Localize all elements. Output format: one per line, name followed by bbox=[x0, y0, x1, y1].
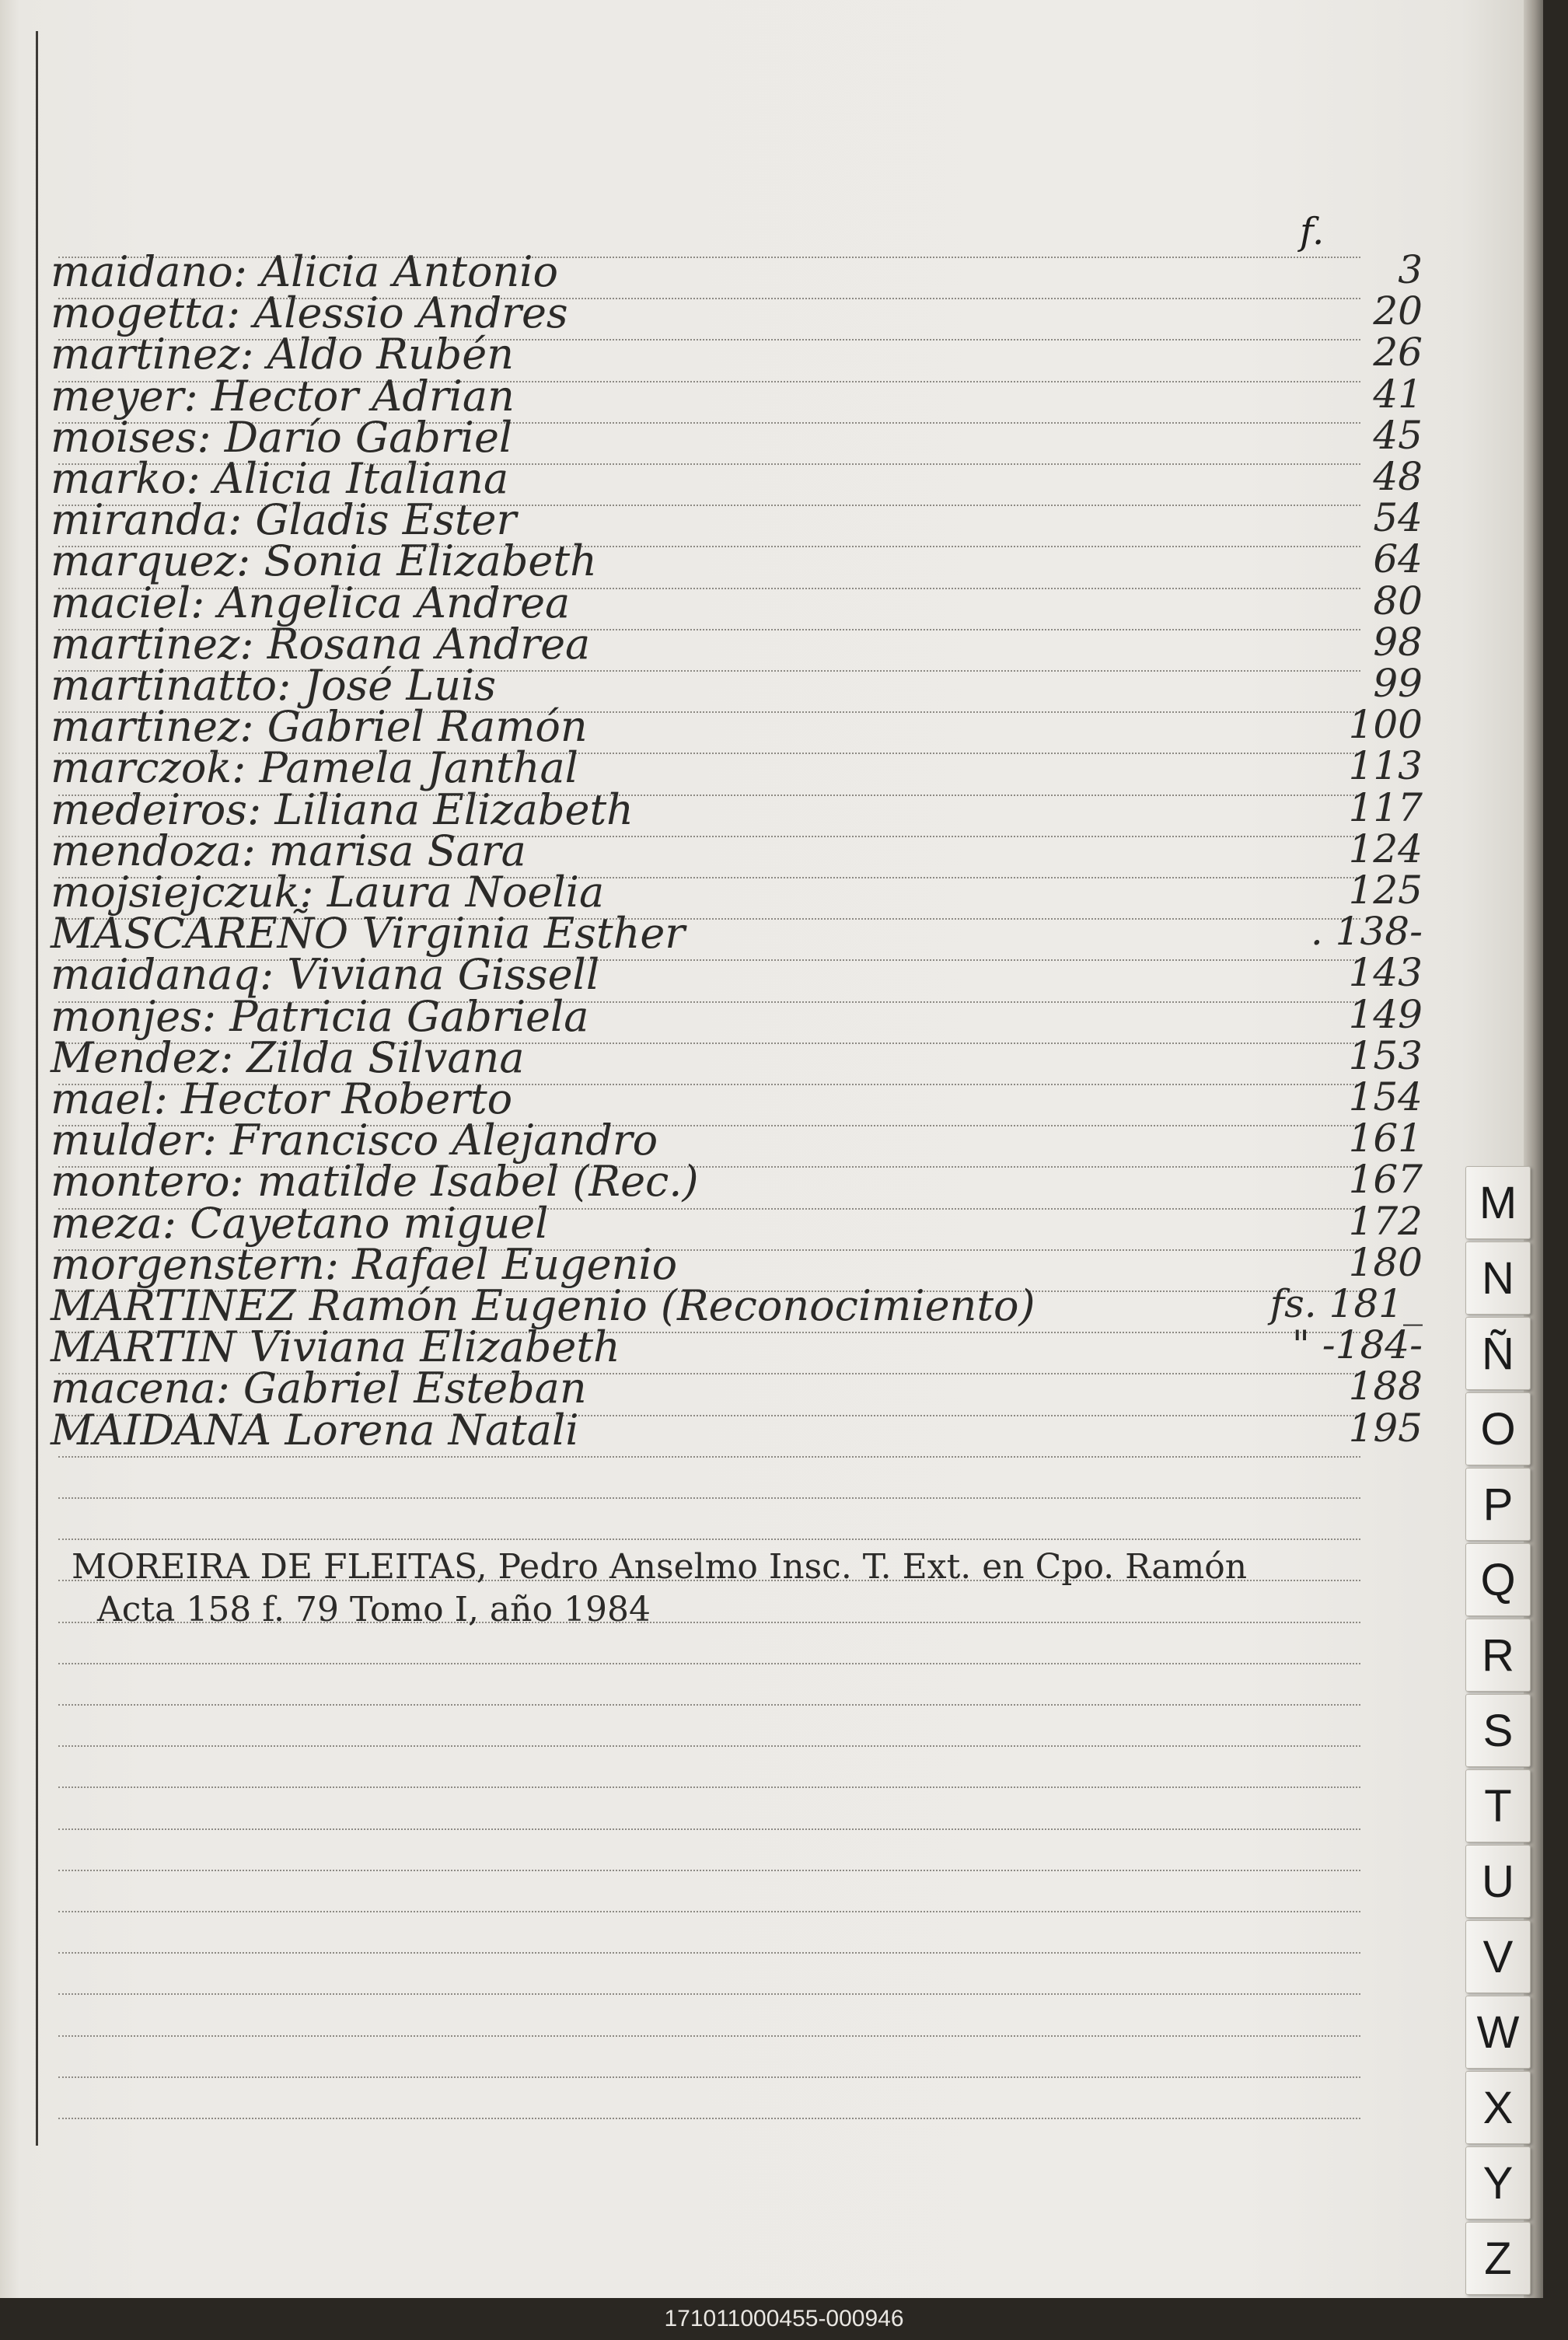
index-tab[interactable]: W bbox=[1465, 1996, 1531, 2069]
index-tab[interactable]: T bbox=[1465, 1769, 1531, 1842]
entry-name: martinez: Aldo Rubén bbox=[51, 330, 514, 379]
ruled-line bbox=[58, 2118, 1360, 2119]
entry-name: medeiros: Liliana Elizabeth bbox=[51, 784, 634, 834]
entry-name: meyer: Hector Adrian bbox=[51, 371, 515, 421]
entry-folio: 80 bbox=[1373, 578, 1423, 623]
entry-name: marko: Alicia Italiana bbox=[51, 454, 509, 503]
entry-name: MAIDANA Lorena Natali bbox=[51, 1405, 579, 1455]
entry-folio: fs. 181_ bbox=[1269, 1281, 1423, 1326]
entry-name: miranda: Gladis Ester bbox=[51, 495, 517, 545]
ruled-line bbox=[58, 1456, 1360, 1458]
folio-header: f. bbox=[1300, 210, 1325, 253]
entry-folio: 98 bbox=[1373, 619, 1423, 665]
ruled-line bbox=[58, 2035, 1360, 2037]
entry-folio: 172 bbox=[1348, 1198, 1423, 1244]
entry-name: mojsiejczuk: Laura Noelia bbox=[51, 868, 605, 917]
entry-name: moises: Darío Gabriel bbox=[51, 412, 513, 462]
entry-name: martinez: Gabriel Ramón bbox=[51, 702, 588, 752]
entry-folio: 167 bbox=[1348, 1157, 1423, 1203]
binding-line bbox=[36, 31, 38, 2146]
entry-folio: 3 bbox=[1398, 247, 1423, 292]
entry-name: mael: Hector Roberto bbox=[51, 1074, 513, 1123]
entry-name: montero: matilde Isabel (Rec.) bbox=[51, 1157, 699, 1207]
entry-folio: " -184- bbox=[1291, 1322, 1423, 1368]
entry-folio: 180 bbox=[1348, 1239, 1423, 1285]
index-tab[interactable]: Y bbox=[1465, 2146, 1531, 2220]
entry-folio: 143 bbox=[1348, 950, 1423, 996]
ruled-line bbox=[58, 2076, 1360, 2078]
entry-folio: 149 bbox=[1348, 991, 1423, 1037]
index-tab[interactable]: Q bbox=[1465, 1543, 1531, 1616]
entry-name: monjes: Patricia Gabriela bbox=[51, 991, 589, 1041]
entry-name: morgenstern: Rafael Eugenio bbox=[51, 1239, 678, 1289]
entry-name: maidano: Alicia Antonio bbox=[51, 247, 559, 296]
entry-name: MARTIN Viviana Elizabeth bbox=[51, 1322, 620, 1372]
index-tab[interactable]: S bbox=[1465, 1694, 1531, 1767]
entry-folio: 20 bbox=[1373, 288, 1423, 334]
note-line-1: MOREIRA DE FLEITAS, Pedro Anselmo Insc. T. Ext. en Cpo. Ramón bbox=[72, 1547, 1248, 1587]
ruled-line bbox=[58, 1538, 1360, 1540]
entry-name: martinez: Rosana Andrea bbox=[51, 619, 591, 669]
ruled-line bbox=[58, 1786, 1360, 1788]
index-tab[interactable]: O bbox=[1465, 1392, 1531, 1465]
ruled-line bbox=[58, 1745, 1360, 1747]
entry-folio: 113 bbox=[1348, 743, 1423, 789]
entry-name: mogetta: Alessio Andres bbox=[51, 288, 568, 338]
ruled-line bbox=[58, 1870, 1360, 1871]
note-line-2: Acta 158 f. 79 Tomo I, año 1984 bbox=[97, 1590, 651, 1629]
entry-folio: 41 bbox=[1373, 371, 1423, 417]
entry-folio: 45 bbox=[1373, 412, 1423, 458]
entry-folio: 188 bbox=[1348, 1364, 1423, 1409]
entry-name: maciel: Angelica Andrea bbox=[51, 578, 571, 627]
entry-folio: 54 bbox=[1373, 495, 1423, 541]
entry-folio: . 138- bbox=[1310, 909, 1423, 955]
ruled-line bbox=[58, 1952, 1360, 1954]
entry-name: marczok: Pamela Janthal bbox=[51, 743, 578, 793]
entry-folio: 48 bbox=[1373, 454, 1423, 499]
entry-folio: 125 bbox=[1348, 868, 1423, 913]
index-tab[interactable]: Ñ bbox=[1465, 1317, 1531, 1390]
index-tab[interactable]: P bbox=[1465, 1468, 1531, 1541]
index-tab[interactable]: M bbox=[1465, 1166, 1531, 1239]
ruled-line bbox=[58, 1663, 1360, 1664]
ruled-line bbox=[58, 1828, 1360, 1830]
index-tab[interactable]: R bbox=[1465, 1619, 1531, 1692]
entry-name: mulder: Francisco Alejandro bbox=[51, 1116, 658, 1165]
index-tab[interactable]: V bbox=[1465, 1920, 1531, 1993]
entry-name: MARTINEZ Ramón Eugenio (Reconocimiento) bbox=[51, 1281, 1035, 1330]
entry-folio: 161 bbox=[1348, 1116, 1423, 1161]
entry-name: macena: Gabriel Esteban bbox=[51, 1364, 587, 1413]
index-tab[interactable]: X bbox=[1465, 2071, 1531, 2144]
entry-folio: 99 bbox=[1373, 661, 1423, 706]
entry-name: maidanaq: Viviana Gissell bbox=[51, 950, 600, 1000]
index-tab[interactable]: Z bbox=[1465, 2222, 1531, 2295]
entry-folio: 124 bbox=[1348, 826, 1423, 871]
entry-folio: 154 bbox=[1348, 1074, 1423, 1119]
entry-folio: 64 bbox=[1373, 536, 1423, 582]
entry-name: MASCAREÑO Virginia Esther bbox=[51, 909, 686, 959]
entry-name: Mendez: Zilda Silvana bbox=[51, 1032, 525, 1082]
entry-folio: 117 bbox=[1348, 784, 1423, 830]
entry-folio: 195 bbox=[1348, 1405, 1423, 1451]
entry-name: marquez: Sonia Elizabeth bbox=[51, 536, 597, 586]
image-id-caption: 171011000455-000946 bbox=[664, 2306, 904, 2331]
entry-name: meza: Cayetano miguel bbox=[51, 1198, 549, 1248]
entry-folio: 100 bbox=[1348, 702, 1423, 748]
entry-folio: 153 bbox=[1348, 1032, 1423, 1078]
entry-name: martinatto: José Luis bbox=[51, 661, 497, 710]
ruled-line bbox=[58, 1497, 1360, 1499]
ruled-line bbox=[58, 1993, 1360, 1995]
ruled-line bbox=[58, 1911, 1360, 1912]
entry-folio: 26 bbox=[1373, 330, 1423, 375]
index-tab[interactable]: U bbox=[1465, 1845, 1531, 1918]
entry-name: mendoza: marisa Sara bbox=[51, 826, 526, 875]
ruled-line bbox=[58, 1704, 1360, 1706]
index-tab[interactable]: N bbox=[1465, 1242, 1531, 1315]
